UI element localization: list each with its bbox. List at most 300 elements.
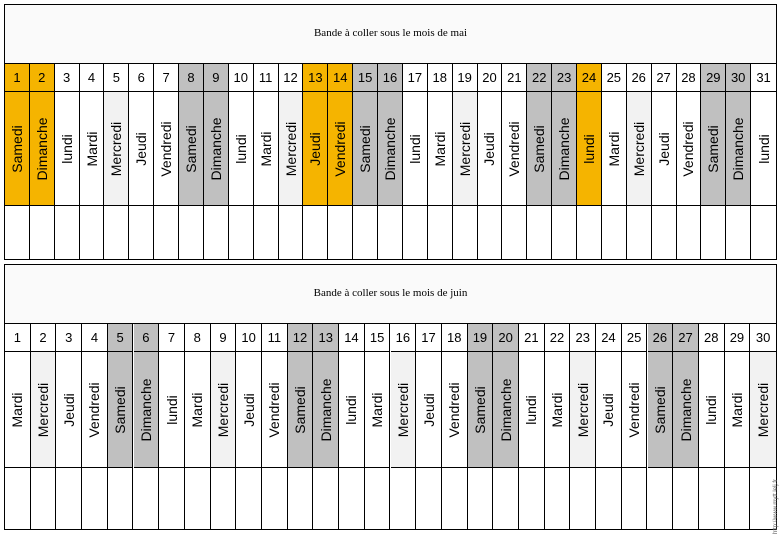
day-name: Mardi (189, 391, 206, 428)
blank-cell (622, 468, 647, 529)
blank-cell (134, 468, 159, 529)
day-column (204, 64, 229, 259)
day-name-cell (391, 352, 416, 468)
day-number: 2 (31, 324, 56, 352)
day-name-cell (527, 92, 551, 206)
day-number: 11 (254, 64, 278, 92)
day-column (80, 64, 105, 259)
day-name-cell (673, 352, 698, 468)
day-column (403, 64, 428, 259)
day-column (154, 64, 179, 259)
day-column (648, 324, 674, 529)
day-column (279, 64, 304, 259)
title-band (5, 265, 776, 324)
day-name-cell (453, 92, 477, 206)
blank-cell (179, 206, 203, 259)
day-column (577, 64, 602, 259)
day-name: Vendredi (506, 120, 523, 177)
blank-cell (211, 468, 236, 529)
day-column (179, 64, 204, 259)
day-name: lundi (523, 394, 540, 425)
day-column (211, 324, 237, 529)
day-name: lundi (406, 133, 423, 164)
blank-cell (648, 468, 673, 529)
day-name: Mercredi (394, 382, 411, 437)
day-name-cell (378, 92, 402, 206)
day-number: 3 (56, 324, 81, 352)
day-column (229, 64, 254, 259)
day-name-cell (211, 352, 236, 468)
day-column (30, 64, 55, 259)
day-column (55, 64, 80, 259)
blank-cell (159, 468, 184, 529)
day-name: Samedi (183, 124, 200, 173)
day-name: Vendredi (158, 120, 175, 177)
strip-may (4, 4, 777, 260)
day-number: 16 (378, 64, 402, 92)
day-number: 7 (154, 64, 178, 92)
day-name-cell (442, 352, 467, 468)
blank-cell (55, 206, 79, 259)
day-name: Mercredi (456, 121, 473, 176)
day-name-cell (179, 92, 203, 206)
day-name: lundi (580, 133, 597, 164)
day-number: 29 (701, 64, 725, 92)
day-name: Samedi (531, 124, 548, 173)
day-number: 12 (288, 324, 313, 352)
day-name-cell (30, 92, 54, 206)
day-name: Samedi (112, 385, 129, 434)
day-name-cell (328, 92, 352, 206)
day-number: 31 (751, 64, 776, 92)
day-name: lundi (755, 133, 772, 164)
blank-cell (416, 468, 441, 529)
strip-title: Bande à coller sous le mois de juin (313, 287, 468, 299)
day-column (378, 64, 403, 259)
day-name: lundi (232, 133, 249, 164)
day-name: Dimanche (730, 116, 747, 181)
strip-title: Bande à coller sous le mois de mai (313, 27, 468, 39)
blank-cell (108, 468, 133, 529)
blank-cell (5, 468, 30, 529)
day-name: Mercredi (755, 382, 772, 437)
blank-cell (453, 206, 477, 259)
day-column (236, 324, 262, 529)
blank-cell (229, 206, 253, 259)
day-name-cell (229, 92, 253, 206)
day-column (453, 64, 478, 259)
blank-cell (328, 206, 352, 259)
day-column (353, 64, 378, 259)
day-number: 5 (104, 64, 128, 92)
day-number: 15 (365, 324, 390, 352)
day-name-cell (80, 92, 104, 206)
blank-cell (185, 468, 210, 529)
day-column (552, 64, 577, 259)
day-number: 1 (5, 324, 30, 352)
day-column (519, 324, 545, 529)
day-name-cell (725, 352, 750, 468)
day-name-cell (236, 352, 261, 468)
day-name: Jeudi (655, 131, 672, 166)
blank-cell (552, 206, 576, 259)
credit-text: http://www.mytt.lelj.fr (773, 478, 779, 534)
day-column (622, 324, 648, 529)
day-number: 14 (328, 64, 352, 92)
day-number: 23 (570, 324, 595, 352)
day-name: lundi (703, 394, 720, 425)
day-name-cell (545, 352, 570, 468)
day-name-cell (56, 352, 81, 468)
day-name: Mercredi (282, 121, 299, 176)
day-name: Jeudi (481, 131, 498, 166)
day-name-cell (129, 92, 153, 206)
day-name: Mardi (9, 391, 26, 428)
blank-cell (303, 206, 327, 259)
day-name: Dimanche (381, 116, 398, 181)
day-number: 20 (478, 64, 502, 92)
day-column (5, 324, 31, 529)
day-name: Samedi (357, 124, 374, 173)
day-name: Dimanche (317, 377, 334, 442)
day-number: 27 (673, 324, 698, 352)
day-column (602, 64, 627, 259)
blank-cell (699, 468, 724, 529)
day-name-cell (416, 352, 441, 468)
day-column (416, 324, 442, 529)
day-number: 13 (303, 64, 327, 92)
day-column (313, 324, 339, 529)
day-name: Mercredi (35, 382, 52, 437)
day-number: 26 (627, 64, 651, 92)
day-column (82, 324, 108, 529)
blank-cell (677, 206, 701, 259)
blank-cell (545, 468, 570, 529)
day-name-cell (339, 352, 364, 468)
day-grid (5, 324, 776, 529)
day-number: 6 (129, 64, 153, 92)
blank-cell (602, 206, 626, 259)
day-number: 29 (725, 324, 750, 352)
day-name-cell (159, 352, 184, 468)
day-name-cell (677, 92, 701, 206)
day-name-cell (750, 352, 776, 468)
day-name: Mardi (83, 130, 100, 167)
day-column (339, 324, 365, 529)
day-column (56, 324, 82, 529)
blank-cell (652, 206, 676, 259)
day-column (699, 324, 725, 529)
day-column (673, 324, 699, 529)
blank-cell (577, 206, 601, 259)
day-name-cell (55, 92, 79, 206)
day-number: 22 (527, 64, 551, 92)
day-column (288, 324, 314, 529)
day-column (129, 64, 154, 259)
day-name: Jeudi (420, 392, 437, 427)
day-column (254, 64, 279, 259)
day-name-cell (31, 352, 56, 468)
day-column (468, 324, 494, 529)
blank-cell (403, 206, 427, 259)
day-name-cell (204, 92, 228, 206)
day-number: 13 (313, 324, 338, 352)
day-number: 19 (468, 324, 493, 352)
day-name-cell (502, 92, 526, 206)
day-name-cell (478, 92, 502, 206)
day-name-cell (5, 92, 29, 206)
day-number: 23 (552, 64, 576, 92)
day-name: Samedi (292, 385, 309, 434)
blank-cell (701, 206, 725, 259)
day-name-cell (134, 352, 159, 468)
day-number: 30 (750, 324, 776, 352)
blank-cell (288, 468, 313, 529)
blank-cell (80, 206, 104, 259)
day-name: Jeudi (133, 131, 150, 166)
day-column (108, 324, 134, 529)
day-name: Dimanche (677, 377, 694, 442)
day-column (627, 64, 652, 259)
day-name-cell (627, 92, 651, 206)
day-number: 10 (236, 324, 261, 352)
day-name: Mercredi (630, 121, 647, 176)
blank-cell (279, 206, 303, 259)
day-number: 9 (211, 324, 236, 352)
strip-june (4, 264, 777, 530)
day-number: 24 (596, 324, 621, 352)
day-column (391, 324, 417, 529)
day-column (159, 324, 185, 529)
blank-cell (254, 206, 278, 259)
day-name-cell (303, 92, 327, 206)
day-column (328, 64, 353, 259)
day-name: Dimanche (497, 377, 514, 442)
day-name: Vendredi (626, 381, 643, 438)
day-column (428, 64, 453, 259)
day-name-cell (519, 352, 544, 468)
day-name: lundi (343, 394, 360, 425)
day-column (545, 324, 571, 529)
day-name: Dimanche (207, 116, 224, 181)
day-name: Mardi (728, 391, 745, 428)
day-name-cell (185, 352, 210, 468)
blank-cell (365, 468, 390, 529)
day-column (502, 64, 527, 259)
blank-cell (596, 468, 621, 529)
day-name-cell (254, 92, 278, 206)
day-column (104, 64, 129, 259)
day-name: Mercredi (214, 382, 231, 437)
day-name: Mercredi (108, 121, 125, 176)
day-name-cell (403, 92, 427, 206)
day-column (677, 64, 702, 259)
day-column (185, 324, 211, 529)
day-name: Samedi (705, 124, 722, 173)
day-name: Vendredi (680, 120, 697, 177)
blank-cell (502, 206, 526, 259)
day-name-cell (108, 352, 133, 468)
day-column (701, 64, 726, 259)
day-name: Mercredi (574, 382, 591, 437)
blank-cell (339, 468, 364, 529)
day-name: Mardi (369, 391, 386, 428)
day-name: Samedi (8, 124, 25, 173)
day-name-cell (154, 92, 178, 206)
day-name-cell (288, 352, 313, 468)
day-name-cell (596, 352, 621, 468)
blank-cell (391, 468, 416, 529)
day-name: Samedi (651, 385, 668, 434)
day-name: Dimanche (33, 116, 50, 181)
day-name: Dimanche (137, 377, 154, 442)
day-number: 14 (339, 324, 364, 352)
day-name: Vendredi (446, 381, 463, 438)
day-name-cell (279, 92, 303, 206)
day-name-cell (5, 352, 30, 468)
day-number: 25 (622, 324, 647, 352)
day-name-cell (468, 352, 493, 468)
day-number: 17 (416, 324, 441, 352)
blank-cell (751, 206, 776, 259)
day-number: 24 (577, 64, 601, 92)
day-number: 26 (648, 324, 673, 352)
blank-cell (56, 468, 81, 529)
blank-cell (154, 206, 178, 259)
day-name-cell (428, 92, 452, 206)
blank-cell (30, 206, 54, 259)
day-name: lundi (58, 133, 75, 164)
blank-cell (468, 468, 493, 529)
day-column (31, 324, 57, 529)
day-number: 10 (229, 64, 253, 92)
day-name-cell (622, 352, 647, 468)
blank-cell (442, 468, 467, 529)
day-number: 27 (652, 64, 676, 92)
day-column (493, 324, 519, 529)
day-name-cell (353, 92, 377, 206)
blank-cell (673, 468, 698, 529)
day-name: Jeudi (307, 131, 324, 166)
day-number: 17 (403, 64, 427, 92)
blank-cell (478, 206, 502, 259)
blank-cell (353, 206, 377, 259)
day-name: Jeudi (240, 392, 257, 427)
day-number: 30 (726, 64, 750, 92)
day-number: 8 (179, 64, 203, 92)
day-number: 3 (55, 64, 79, 92)
day-name-cell (577, 92, 601, 206)
blank-cell (570, 468, 595, 529)
day-name: Mardi (431, 130, 448, 167)
day-column (726, 64, 751, 259)
day-name-cell (602, 92, 626, 206)
blank-cell (493, 468, 518, 529)
day-number: 7 (159, 324, 184, 352)
day-name-cell (552, 92, 576, 206)
blank-cell (428, 206, 452, 259)
day-number: 4 (82, 324, 107, 352)
day-name-cell (751, 92, 776, 206)
blank-cell (527, 206, 551, 259)
day-column (478, 64, 503, 259)
day-name: Mardi (257, 130, 274, 167)
day-name: Vendredi (332, 120, 349, 177)
blank-cell (519, 468, 544, 529)
day-name-cell (365, 352, 390, 468)
day-name: Samedi (471, 385, 488, 434)
day-number: 28 (677, 64, 701, 92)
day-number: 2 (30, 64, 54, 92)
day-name-cell (493, 352, 518, 468)
day-column (365, 324, 391, 529)
day-number: 9 (204, 64, 228, 92)
day-name-cell (648, 352, 673, 468)
day-number: 4 (80, 64, 104, 92)
day-name: Vendredi (266, 381, 283, 438)
day-name-cell (652, 92, 676, 206)
day-name: Mardi (549, 391, 566, 428)
day-column (527, 64, 552, 259)
day-number: 25 (602, 64, 626, 92)
day-number: 22 (545, 324, 570, 352)
blank-cell (726, 206, 750, 259)
day-name: Jeudi (600, 392, 617, 427)
day-name: Mardi (605, 130, 622, 167)
day-column (725, 324, 751, 529)
day-name: Jeudi (60, 392, 77, 427)
day-number: 5 (108, 324, 133, 352)
day-name: Vendredi (86, 381, 103, 438)
day-number: 20 (493, 324, 518, 352)
day-name-cell (313, 352, 338, 468)
blank-cell (378, 206, 402, 259)
day-grid (5, 64, 776, 259)
day-number: 16 (391, 324, 416, 352)
day-number: 18 (442, 324, 467, 352)
day-column (262, 324, 288, 529)
day-number: 1 (5, 64, 29, 92)
day-number: 21 (519, 324, 544, 352)
day-name-cell (82, 352, 107, 468)
day-column (5, 64, 30, 259)
blank-cell (204, 206, 228, 259)
day-name: Dimanche (556, 116, 573, 181)
blank-cell (627, 206, 651, 259)
day-name-cell (701, 92, 725, 206)
blank-cell (725, 468, 750, 529)
day-number: 18 (428, 64, 452, 92)
day-column (570, 324, 596, 529)
day-column (596, 324, 622, 529)
day-number: 6 (134, 324, 159, 352)
blank-cell (31, 468, 56, 529)
title-band (5, 5, 776, 64)
day-name-cell (699, 352, 724, 468)
day-column (652, 64, 677, 259)
day-number: 19 (453, 64, 477, 92)
day-name-cell (104, 92, 128, 206)
day-name-cell (570, 352, 595, 468)
day-number: 11 (262, 324, 287, 352)
blank-cell (129, 206, 153, 259)
day-number: 28 (699, 324, 724, 352)
blank-cell (104, 206, 128, 259)
day-name: lundi (163, 394, 180, 425)
blank-cell (82, 468, 107, 529)
blank-cell (313, 468, 338, 529)
blank-cell (236, 468, 261, 529)
